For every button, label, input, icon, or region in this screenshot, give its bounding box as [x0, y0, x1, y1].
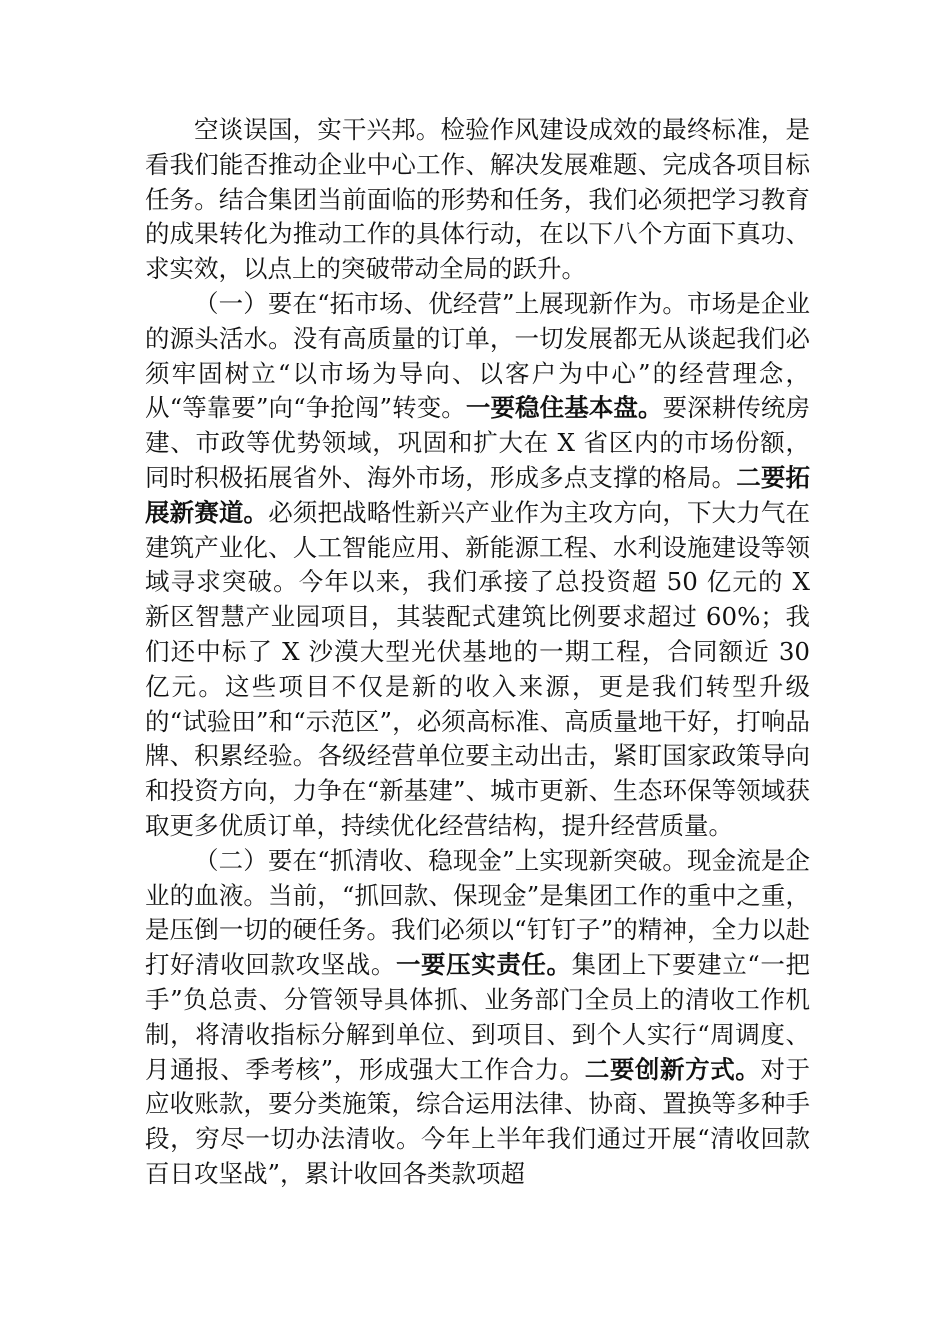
section-2-paragraph: [145, 844, 810, 1192]
section-2-bold-point-2: 二要创新方式。: [584, 1054, 761, 1084]
section-2-text-2: 集团上下要建立“一把手”负总责、分管领导具体抓、业务部门全员上的清收工作机制，将清收指标分解到单位、到项目、到个人实行“周调度、月通报、季考核”，形成强大工作合力。: [145, 950, 811, 1084]
intro-text: 空谈误国，实干兴邦。检验作风建设成效的最终标准，是看我们能否推动企业中心工作、解决发展难题、完成各项目标任务。结合集团当前面临的形势和任务，我们必须把学习教育的成果转化为推动工作的具体行动，在以下八个方面下真功、求实效，以点上的突破带动全局的跃升。: [145, 115, 810, 284]
section-2-bold-point-1: 一要压实责任。: [395, 950, 572, 980]
section-2-heading-text: （二）要在“抓清收、稳现金”上实现新突破。现金流是企业的血液。当前，“抓回款、保现金”是集团工作的重中之重，是压倒一切的硬任务。我们必须以“钉钉子”的精神，全力以赴打好清收回款攻坚战。: [145, 845, 810, 980]
section-1-bold-point-2: 二要拓展新赛道。: [145, 462, 811, 527]
section-1-heading-text: （一）要在“拓市场、优经营”上展现新作为。市场是企业的源头活水。没有高质量的订单，一切发展都无从谈起我们必须牢固树立“以市场为导向、以客户为中心”的经营理念，从“等靠要”向“争抢闯”转变。: [145, 288, 810, 423]
section-1-bold-point-1: 一要稳住基本盘。: [465, 393, 663, 423]
section-1-paragraph: [145, 287, 810, 844]
document-page: [145, 113, 810, 1192]
section-1-text-3: 必须把战略性新兴产业作为主攻方向，下大力气在建筑产业化、人工智能应用、新能源工程、水利设施建设等领域寻求突破。今年以来，我们承接了总投资超 50 亿元的 X 新区智慧产业园项目，其装配式建筑比例要求超过 60%；我们还中标了 X 沙漠大型光伏基地的一期工程，合同额近 30 亿元。这些项目不仅是新的收入来源，更是我们转型升级的“试验田”和“示范区”，必须高标准、高质量地干好，打响品牌、积累经验。各级经营单位要主动出击，紧盯国家政策导向和投资方向，力争在“新基建”、城市更新、生态环保等领域获取更多优质订单，持续优化经营结构，提升经营质量。: [145, 497, 811, 840]
section-1-text-2: 要深耕传统房建、市政等优势领域，巩固和扩大在 X 省区内的市场份额，同时积极拓展省外、海外市场，形成多点支撑的格局。: [145, 393, 811, 492]
intro-paragraph: [145, 113, 810, 287]
section-2-text-3: 对于应收账款，要分类施策，综合运用法律、协商、置换等多种手段，穷尽一切办法清收。今年上半年我们通过开展“清收回款百日攻坚战”，累计收回各类款项超: [145, 1054, 811, 1188]
